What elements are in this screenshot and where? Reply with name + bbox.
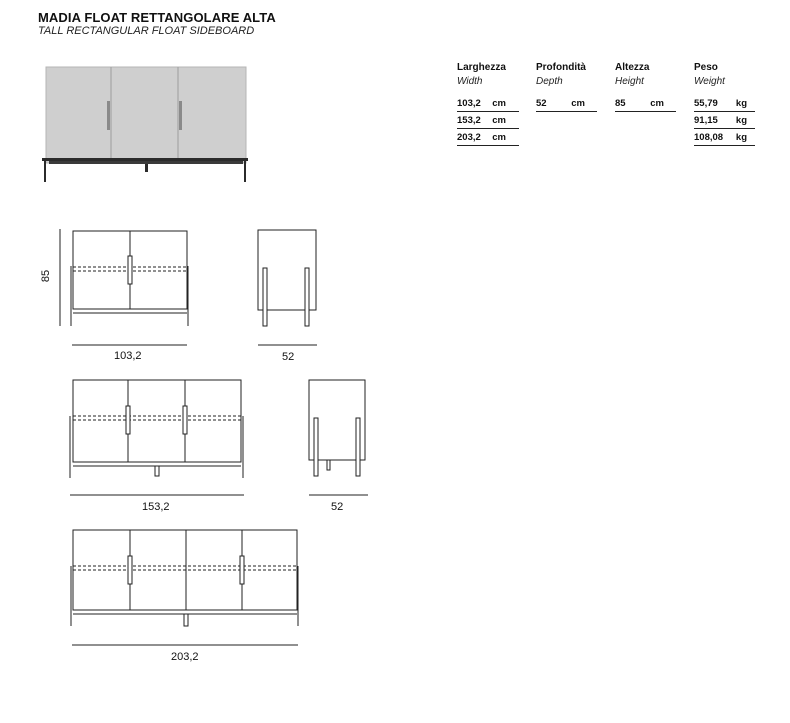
spec-row: 85 cm [615,97,676,112]
dimension-depth-small: 52 [282,351,295,363]
spec-row: 153,2 cm [457,114,519,129]
product-render [42,67,248,182]
front-view-medium [70,380,244,495]
page-title: MADIA FLOAT RETTANGOLARE ALTA [38,10,276,25]
spec-header-en: Width [457,76,483,87]
dimension-width-large: 203,2 [171,651,199,663]
side-view-small [258,230,317,345]
spec-header-it: Profondità [536,62,586,73]
front-view-large [71,530,298,645]
dimension-height: 85 [40,269,53,283]
spec-row: 103,2 cm [457,97,519,112]
spec-header-en: Height [615,76,644,87]
spec-row: 55,79 kg [694,97,755,112]
spec-row: 91,15 kg [694,114,755,129]
dimension-width-small: 103,2 [114,350,142,362]
dimension-width-medium: 153,2 [142,501,170,513]
spec-header-en: Weight [694,76,725,87]
page-subtitle: TALL RECTANGULAR FLOAT SIDEBOARD [38,25,255,37]
dimension-depth-medium: 52 [331,501,344,513]
spec-row: 52 cm [536,97,597,112]
spec-header-it: Larghezza [457,62,506,73]
spec-header-it: Altezza [615,62,650,73]
spec-row: 203,2 cm [457,131,519,146]
spec-header-it: Peso [694,62,718,73]
spec-header-en: Depth [536,76,563,87]
spec-row: 108,08 kg [694,131,755,146]
side-view-medium [309,380,368,495]
front-view-small [60,229,188,345]
